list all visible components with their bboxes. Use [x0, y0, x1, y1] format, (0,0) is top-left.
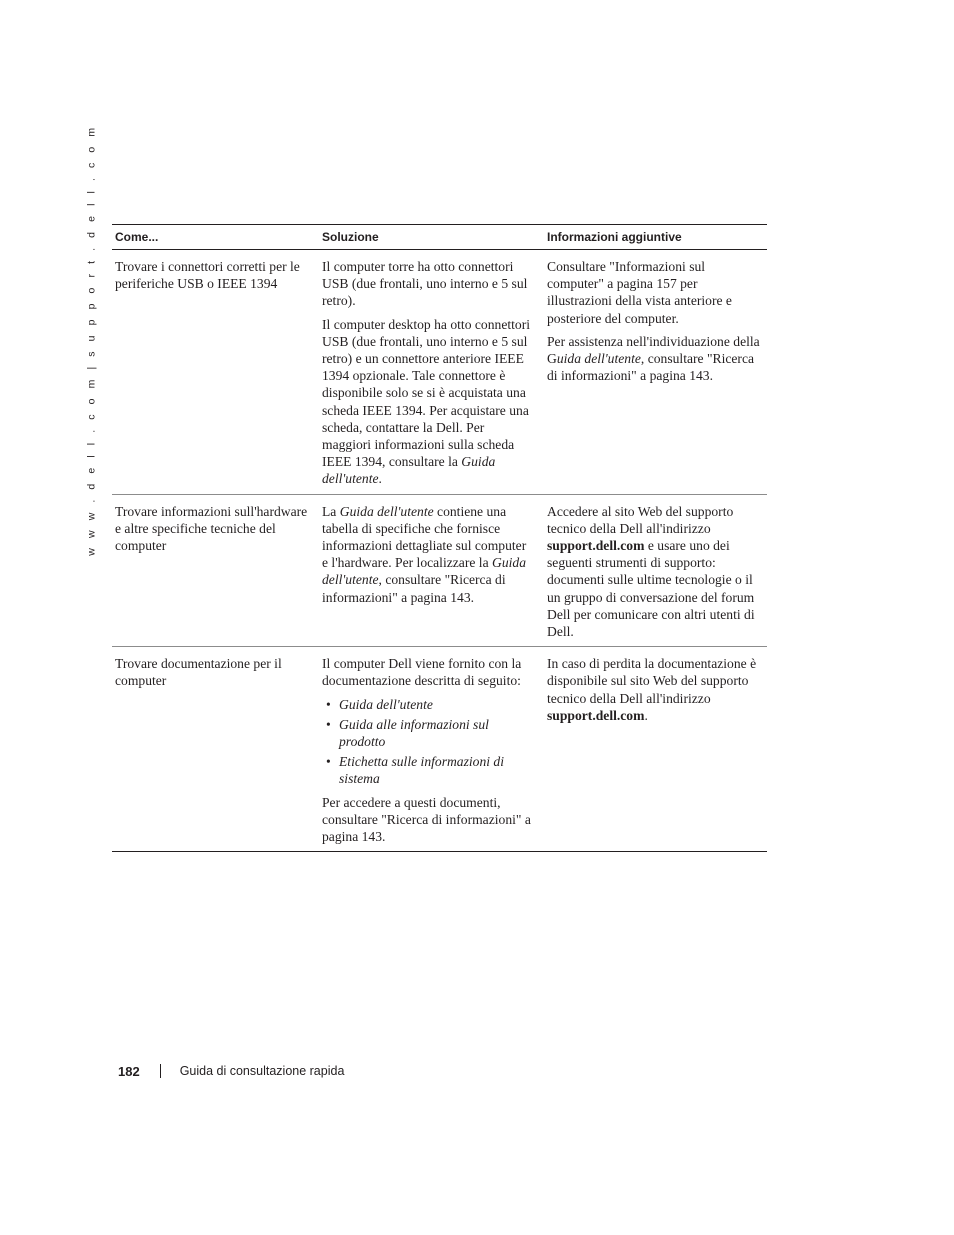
- header-informazioni: Informazioni aggiuntive: [547, 230, 682, 244]
- row1-soluzione: [314, 250, 537, 494]
- table-header: [112, 225, 767, 250]
- table-row: [112, 646, 767, 851]
- table-row: [112, 494, 767, 647]
- row1-info-p1: Consultare "Informazioni sul computer" a pagina 157 per illustrazioni della vista anteriore e posteriore del computer.: [547, 259, 732, 326]
- row3-info: In caso di perdita la documentazione è disponibile sul sito Web del supporto tecnico della Dell all'indirizzo support.dell.com.: [547, 656, 757, 723]
- info-table: [112, 224, 767, 852]
- row2-come: Trovare informazioni sull'hardware e altre specifiche tecniche del computer: [115, 503, 308, 554]
- table-row: [112, 250, 767, 494]
- list-item: • Guida dell'utente: [326, 696, 433, 712]
- side-url: [84, 124, 100, 556]
- list-item: • Etichetta sulle informazioni di sistema: [326, 754, 505, 787]
- row1-come: Trovare i connettori corretti per le periferiche USB o IEEE 1394: [115, 259, 300, 292]
- header-come: Come...: [115, 230, 159, 244]
- row1-info: [537, 250, 767, 494]
- row3-sol-intro: Il computer Dell viene fornito con la documentazione descritta di seguito:: [322, 656, 522, 689]
- header-soluzione: Soluzione: [322, 230, 379, 244]
- list-item: • Guida alle informazioni sul prodotto: [326, 716, 489, 750]
- row3-soluzione: [314, 647, 537, 851]
- row3-sol-outro: Per accedere a questi documenti, consultare "Ricerca di informazioni" a pagina 143.: [322, 794, 531, 845]
- row2-soluzione: La Guida dell'utente contiene una tabella di specifiche che fornisce informazioni dettagliate sul computer e l'hardware. Per localizzare la Guida dell'utente, consultare "Ricerca di informazioni" a pagina 143.: [322, 503, 527, 605]
- row1-info-p2: Per assistenza nell'individuazione della Guida dell'utente, consultare "Ricerca di informazioni" a pagina 143.: [547, 333, 760, 384]
- document-title: Guida di consultazione rapida: [179, 1064, 345, 1078]
- row2-info: Accedere al sito Web del supporto tecnico della Dell all'indirizzo support.dell.com e usare uno dei seguenti strumenti di supporto: documenti sulle ultime tecnologie o il un gruppo di conversazione del forum Dell per comunicare con altri utenti di Dell.: [547, 503, 755, 640]
- documentation-list: [322, 696, 535, 788]
- row1-sol-p1: Il computer torre ha otto connettori USB (due frontali, uno interno e 5 sul retro).: [322, 259, 528, 309]
- row3-come: Trovare documentazione per il computer: [115, 656, 282, 689]
- page-number: 182: [118, 1063, 140, 1079]
- row1-sol-p2: Il computer desktop ha otto connettori USB (due frontali, uno interno e 5 sul retro) e un connettore anteriore IEEE 1394 opzionale. Tale connettore è disponibile solo se si è acquistata una scheda IEEE 1394. Per acquistare una scheda, contattare la Dell. Per maggiori informazioni sulla scheda IEEE 1394, consultare la Guida dell'utente.: [322, 316, 531, 487]
- support-link: support.dell.com: [547, 538, 645, 554]
- support-link: support.dell.com: [547, 707, 645, 723]
- footer-separator: [160, 1064, 161, 1078]
- page-footer: [118, 1061, 344, 1081]
- side-url-text: w w w . d e l l . c o m | s u p p o r t . d e l l . c o m: [86, 124, 99, 556]
